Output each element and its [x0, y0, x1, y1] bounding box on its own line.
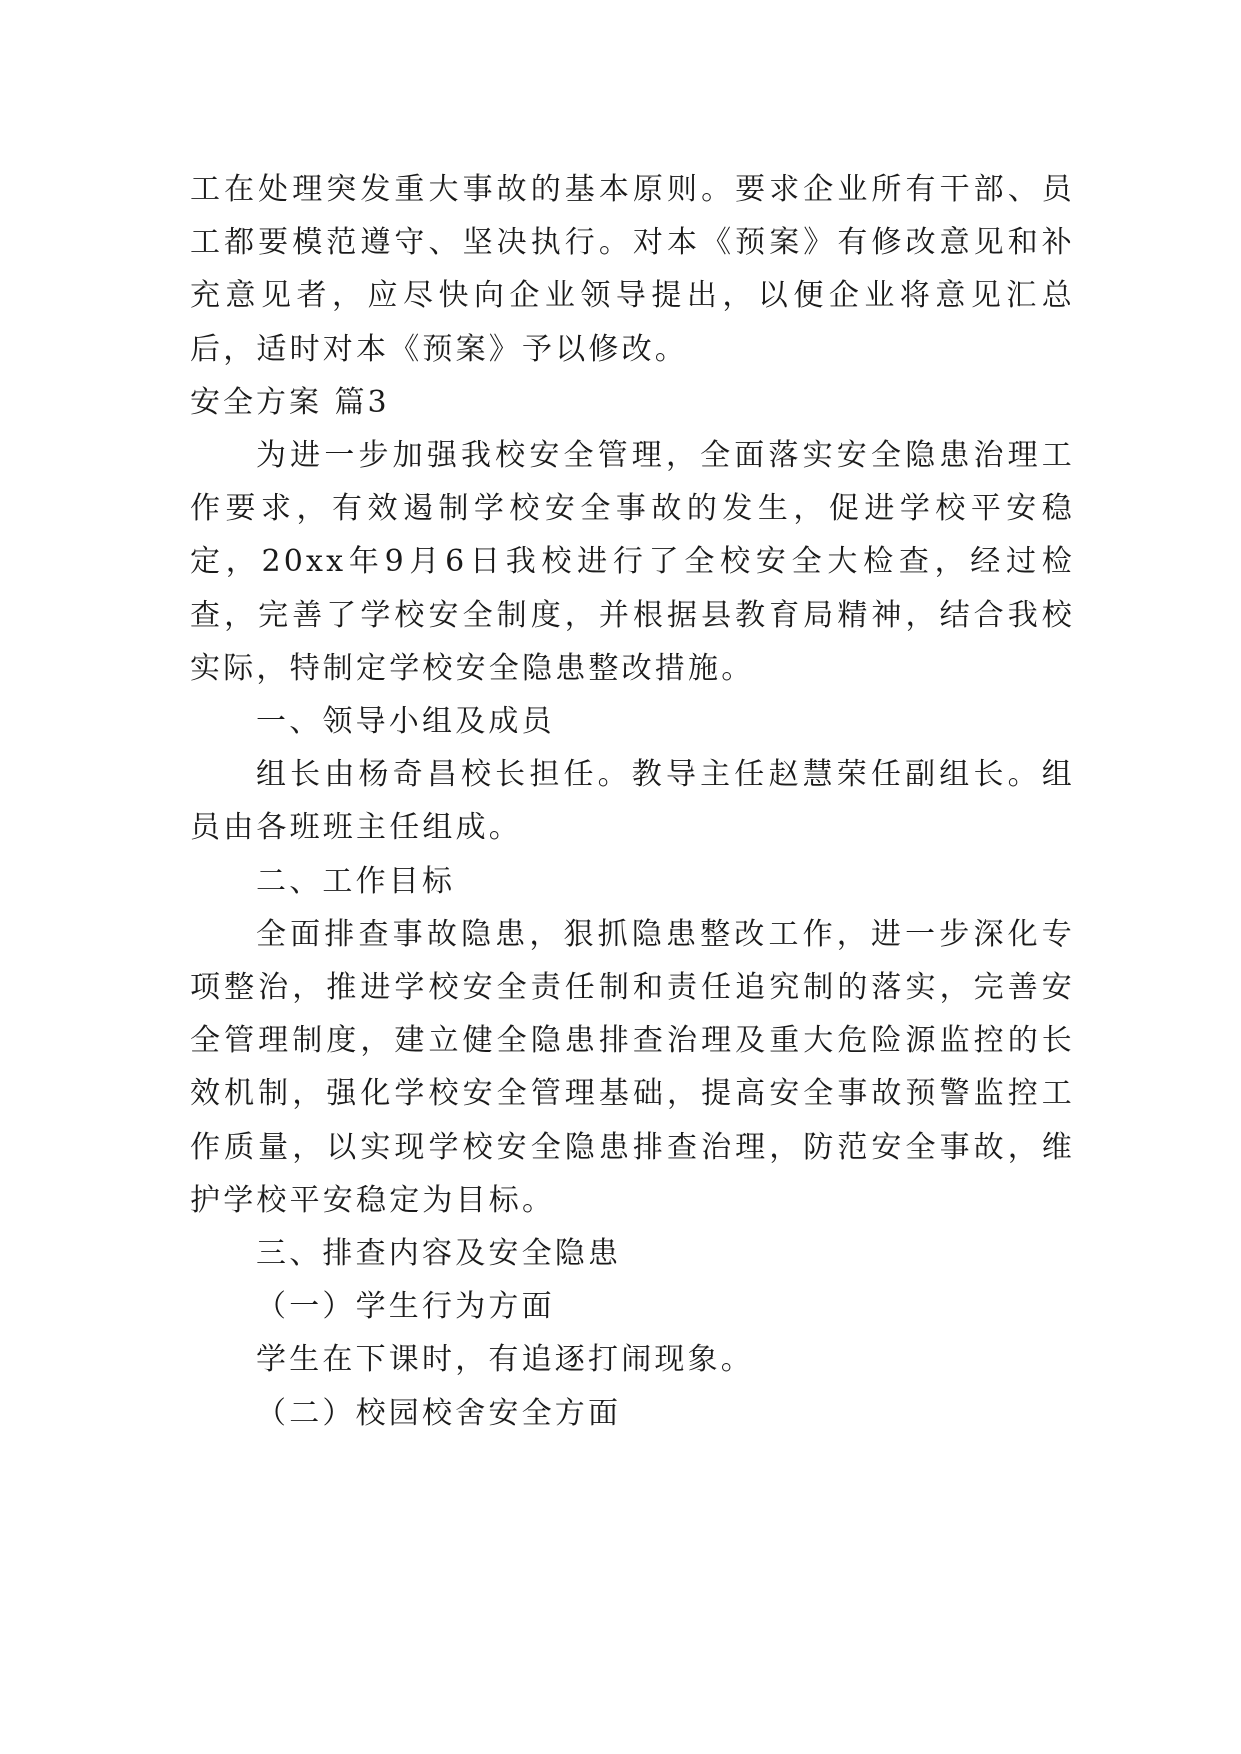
section-title: 安全方案 篇3	[190, 384, 390, 420]
student-behavior-paragraph: 学生在下课时，有追逐打闹现象。	[256, 1342, 754, 1378]
continued-paragraph: 工在处理突发重大事故的基本原则。要求企业所有干部、员工都要模范遵守、坚决执行。对本《预案》有修改意见和补充意见者，应尽快向企业领导提出，以便企业将意见汇总后，适时对本《预案》予以修改。	[190, 172, 1075, 367]
document-body	[190, 163, 1075, 1440]
intro-paragraph: 为进一步加强我校安全管理，全面落实安全隐患治理工作要求，有效遏制学校安全事故的发生，促进学校平安稳定，20xx年9月6日我校进行了全校安全大检查，经过检查，完善了学校安全制度，并根据县教育局精神，结合我校实际，特制定学校安全隐患整改措施。	[190, 438, 1075, 686]
work-goals-paragraph: 全面排查事故隐患，狠抓隐患整改工作，进一步深化专项整治，推进学校安全责任制和责任追究制的落实，完善安全管理制度，建立健全隐患排查治理及重大危险源监控的长效机制，强化学校安全管理基础，提高安全事故预警监控工作质量，以实现学校安全隐患排查治理，防范安全事故，维护学校平安稳定为目标。	[190, 916, 1075, 1218]
heading-leadership-group: 一、领导小组及成员	[256, 704, 555, 740]
heading-inspection-content: 三、排查内容及安全隐患	[256, 1236, 622, 1272]
leadership-group-paragraph: 组长由杨奇昌校长担任。教导主任赵慧荣任副组长。组员由各班班主任组成。	[190, 757, 1075, 846]
subheading-campus-safety: （二）校园校舍安全方面	[256, 1395, 622, 1431]
heading-work-goals: 二、工作目标	[256, 863, 456, 899]
subheading-student-behavior: （一）学生行为方面	[256, 1289, 555, 1325]
